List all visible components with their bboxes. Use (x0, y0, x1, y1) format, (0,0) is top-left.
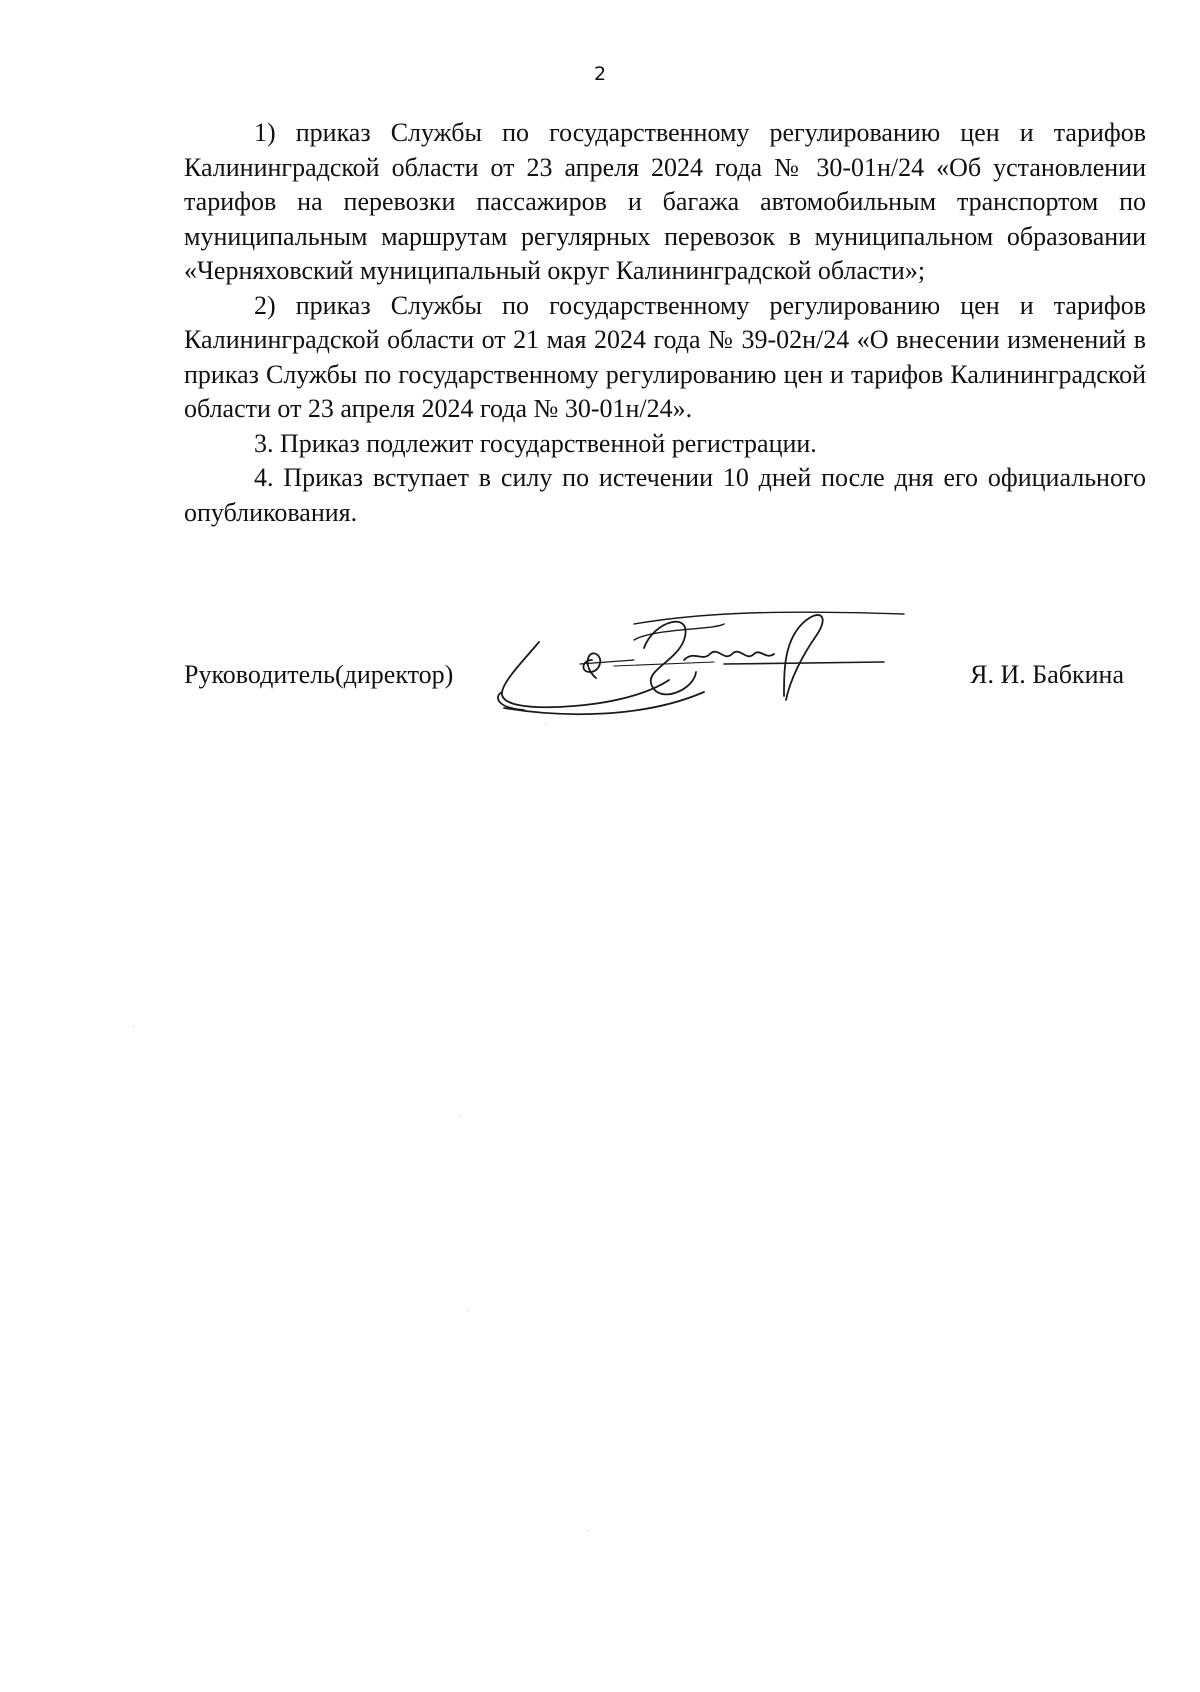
scan-speck (546, 724, 547, 725)
document-body (184, 116, 1146, 530)
paragraph-1: 1) приказ Службы по государственному регулированию цен и тарифов Калининградской области от 23 апреля 2024 года № 30-01н/24 «Об установлении тарифов на перевозки пассажиров и багажа автомобильным транспортом по муниципальным маршрутам регулярных перевозок в муниципальном образовании «Черняховский муниципальный округ Калининградской области»; (184, 118, 1146, 285)
scan-speck (460, 1116, 461, 1117)
signer-title: Руководитель(директор) (184, 660, 454, 689)
paragraph-4: 4. Приказ вступает в силу по истечении 10 дней после дня его официального опубликования. (184, 463, 1146, 527)
scan-speck (133, 1026, 134, 1027)
scan-speck (468, 1310, 469, 1311)
scan-speck (588, 1530, 589, 1531)
signer-name: Я. И. Бабкина (970, 660, 1124, 689)
paragraph-2: 2) приказ Службы по государственному регулированию цен и тарифов Калининградской области от 21 мая 2024 года № 39-02н/24 «О внесении изменений в приказ Службы по государственному регулированию цен и тарифов Калининградской области от 23 апреля 2024 года № 30-01н/24». (184, 290, 1146, 423)
page-number: 2 (593, 63, 607, 85)
paragraph-3: 3. Приказ подлежит государственной регистрации. (254, 428, 817, 458)
signature-block (184, 600, 1146, 720)
